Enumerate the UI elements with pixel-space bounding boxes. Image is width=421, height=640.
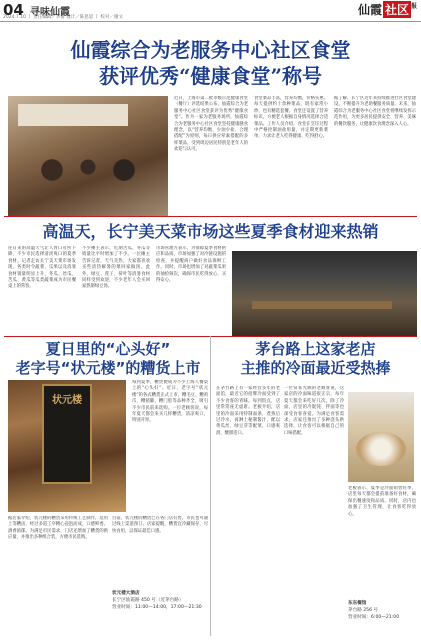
article1-title-line1: 仙霞综合为老服务中心社区食堂	[70, 38, 351, 62]
article4-photo	[348, 392, 414, 482]
article2-title: 高温天，长宁美天菜市场这些夏季食材迎来热销	[42, 222, 379, 241]
section-title: 寻味仙霞	[30, 7, 70, 18]
article1-col2: 食堂菜品丰富，营养均衡，价格实惠。每天提供约十余种菜品，既有家常小炒，也有精选套餐。食堂还设置了营养标识，方便老人根据自身情况选择合适菜品。工作人员介绍，食堂在烹饪过程中严格控制油盐用量，并定期更新菜单，力求让老人吃得健康、吃得舒心。	[254, 96, 328, 140]
logo-mark: 社区	[384, 3, 409, 17]
article4-title: 茅台路上这家老店 主推的冷面最近受热捧	[240, 340, 391, 377]
article1-title-line2: 获评优秀“健康食堂”称号	[98, 64, 322, 88]
article2-col1: 连日来的高温天气让人胃口有所下降，不少市民选择清淡爽口的夏季食材。记者走访长宁美天菜市场发现，各类时令蔬菜、瓜果以及消暑食材销量明显上升，冬瓜、丝瓜、苦瓜、黄瓜等瓜类蔬菜成为市民餐桌上的常客。	[8, 246, 76, 290]
page-header	[0, 0, 421, 22]
article3-title: 夏日里的“心头好” 老字号“状元楼”的糟货上市	[15, 340, 201, 377]
newspaper-logo: 仙霞 社区 $^报$	[357, 3, 417, 17]
article2-col2: 不少摊主表示，近期苦瓜、冬瓜等销量比平时增加了不少。一位摊主告诉记者，天气炎热，大家都喜欢买些清热解暑的菜回家做汤。此外，绿豆、莲子、荷叶等消暑食材同样受到欢迎，不少老年人会买回家熬制绿豆汤。	[82, 246, 150, 290]
article1-col3: 据了解，长宁区近年来持续推进社区食堂建设，不断提升为老助餐服务质量。未来，仙霞综合为老服务中心社区食堂将继续发挥示范作用，为更多居民提供安全、营养、美味的餐饮服务，让健康饮食理念深入人心。	[334, 96, 416, 127]
article1-col1: 近日，上海市第二批市级示范健康食堂（餐厅）评选结果公布，仙霞综合为老服务中心社区食堂获评为优秀“健康食堂”。作为一家为老服务场所，仙霞综合为老服务中心社区食堂坚持健康膳食理念，以“营养均衡、少油少盐、合理搭配”为原则，每日供应荤素搭配的多样菜品，受到周边居民特别是老年人的欢迎与认可。	[174, 96, 248, 153]
article2-photo	[232, 251, 417, 336]
article2-col3: 市场管理方表示，为保障夏季食材供应和品质，市场加强了对冷链设施的检查，并提醒商户做好食品保鲜工作。同时，市场也增加了对蔬菜瓜果的抽检频次，确保市民吃得放心、买得安心。	[156, 246, 226, 284]
article3-info: 状元楼大酒店 长宁区仙霞路 450 号（近茅台路） 营业时间：11:00—14:00，17:00—21:30	[112, 591, 202, 610]
article3-col1: 每到夏季，糟货便成为不少上海人餐桌上的“心头好”。近日，老字号“状元楼”的各式糟货正式上市，糟毛豆、糟鸡爪、糟猪脚、糟门腔等品种齐全，吸引不少市民前来选购。一位老顾客说，每年夏天都会来买几样糟货，清凉爽口，特别开胃。	[132, 380, 208, 424]
article3-col3: 目前，状元楼的糟货已在各门店有售，市民也可通过线上渠道预订。店家提醒，糟货宜冷藏保存，尽快食用，以保证最佳口感。	[112, 516, 208, 534]
article1-photo	[8, 96, 168, 216]
article3-photo	[8, 380, 126, 512]
article3-col2: 据店家介绍，状元楼的糟货采用传统工艺制作，选用上等糟卤，经过多道工序精心浸泡而成，口感鲜香，酒香浓郁。为满足市民需求，门店还增加了糟货的供应量，并推出多种组合装，方便市民选购。	[8, 516, 108, 541]
page-number: 04	[3, 1, 24, 19]
issue-meta: 2024.7.10 丨 责任编辑／李蕾 设计／陈思思 丨 校对／谢文	[3, 15, 124, 20]
column-divider	[210, 336, 211, 636]
article4-col2: 一位常来光顾的老顾客说，这家店的冷面味道很正宗，每年夏天都会来吃好几次。除了冷面，店里的冷馄饨、拌面等也深受食客喜爱。为满足食客需求，店家还推出了多种浇头供选择，让食客可以根据自己的口味搭配。	[284, 386, 344, 436]
article4-col1: 在茅台路上有一家经营多年的老面馆，最近它的招牌冷面受到了不少食客的青睐。每到饭点，店里常常座无虚席。老板介绍，店里的冷面采用特制面条，煮熟后过冷水，再淋上秘制酱汁，配以黄瓜丝、绿豆芽等配菜，口感爽滑，酸甜适口。	[216, 386, 280, 436]
article4-info: 东东餐馆 茅台路 256 号 营业时间：6:00—21:00	[348, 601, 400, 620]
storefront-sign: 状元楼	[52, 395, 82, 406]
article4-col3: 老板表示，夏季是冷面销售旺季，店里每天都会提前准备好食材，确保出餐速度和品质。同时，店内也加强了卫生管理，让食客吃得放心。	[348, 486, 416, 517]
section-divider	[4, 216, 417, 217]
